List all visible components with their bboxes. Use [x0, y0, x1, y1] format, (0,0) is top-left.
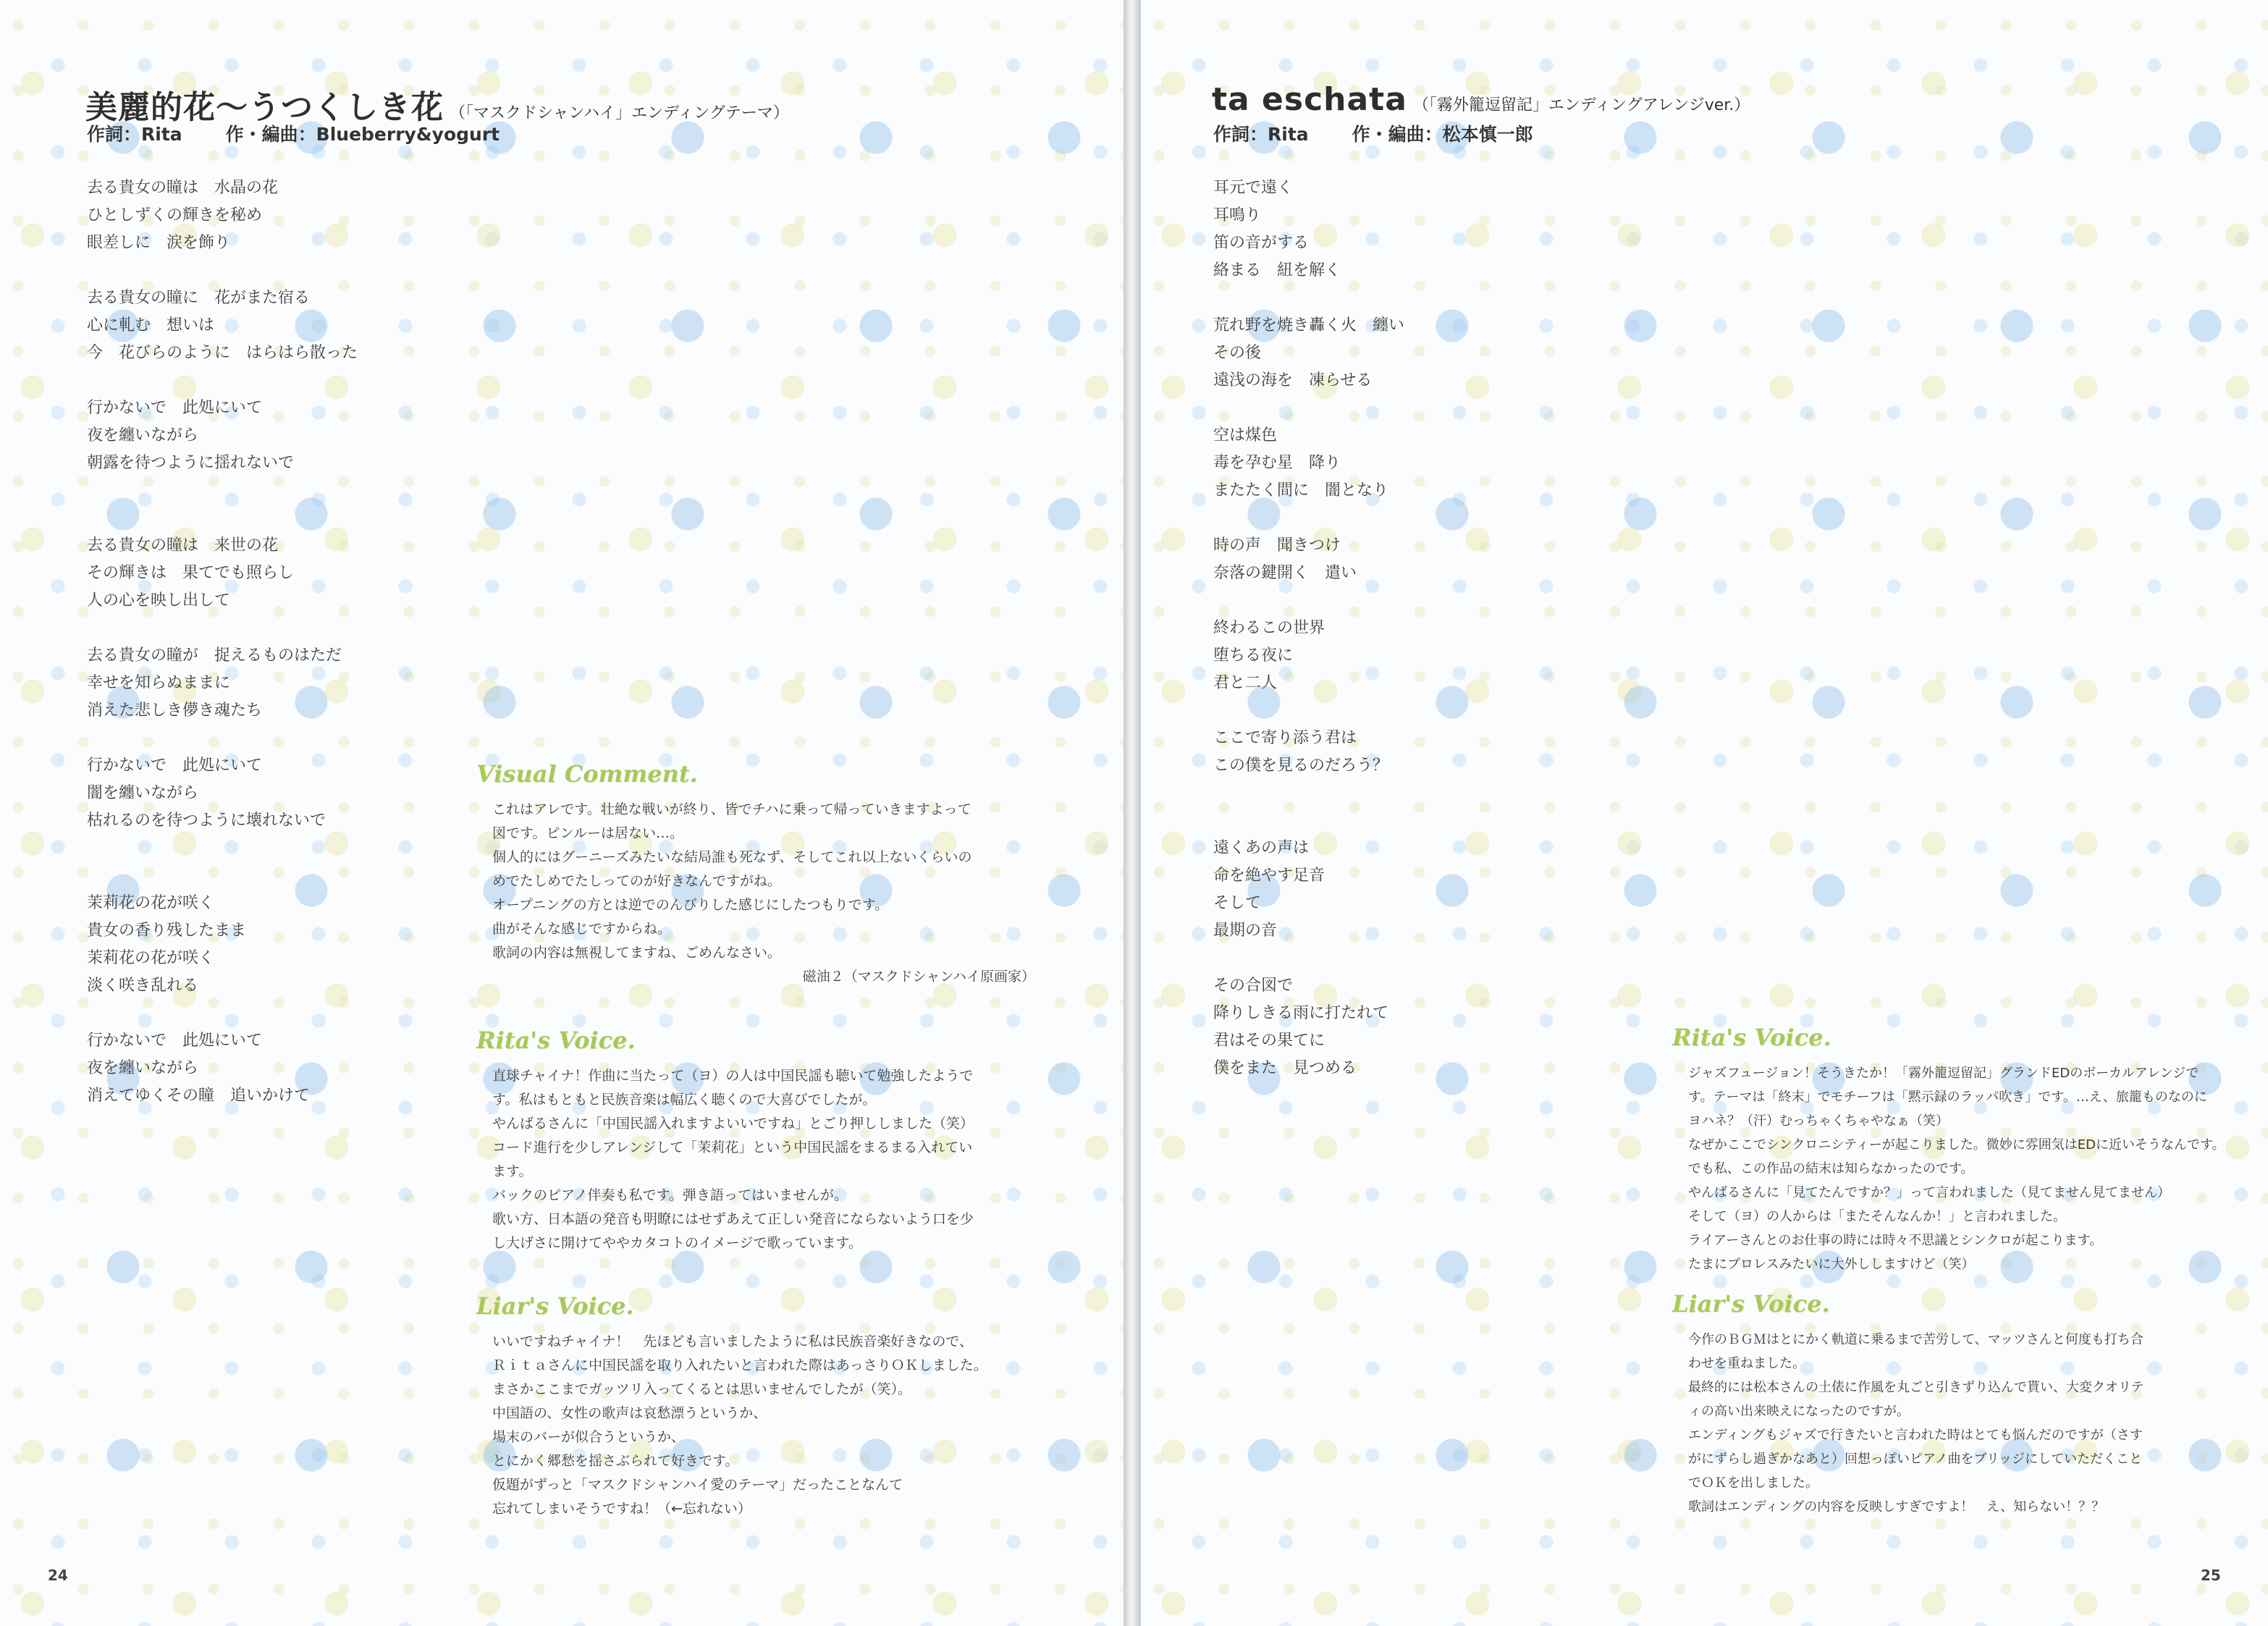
lyric-line: 絡まる 紐を解く	[1213, 261, 1341, 279]
lyric-line: 幸せを知らぬままに	[87, 674, 231, 692]
comment-line: ライアーさんとのお仕事の時には時々不思議とシンクロが起こります。	[1688, 1233, 2103, 1248]
lyric-line: 命を絶やす足音	[1213, 867, 1325, 885]
lyrics-stanza	[87, 174, 358, 257]
lyric-line: 消えた悲しき儚き魂たち	[87, 702, 263, 720]
lyrics-stanza	[1213, 725, 1404, 780]
lyric-line: 君と二人	[1213, 674, 1278, 692]
lyric-line: 去る貴女の瞳が 捉えるものはただ	[87, 646, 342, 665]
composer-credit: 作・編曲：Blueberry&yogurt	[225, 124, 500, 145]
lyric-line: 心に軋む 想いは	[87, 316, 215, 334]
song-credits	[87, 120, 499, 146]
comment-line: まさかここまでガッツリ入ってくるとは思いませんでしたが（笑）。	[492, 1381, 912, 1397]
comment-line: いいですねチャイナ！ 先ほども言いましたように私は民族音楽好きなので、	[492, 1334, 974, 1349]
lyric-line: 消えてゆくその瞳 追いかけて	[87, 1087, 311, 1105]
lyric-line: ここで寄り添う君は	[1213, 729, 1357, 747]
comment-line: 今作のＢＧＭはとにかく軌道に乗るまで苦労して、マッツさんと何度も打ち合	[1688, 1332, 2143, 1347]
lyric-line: 奈落の鍵開く 遣い	[1213, 564, 1357, 582]
comment-line: ヨハネ？（汗）むっちゃくちゃやなぁ（笑）	[1688, 1113, 1949, 1129]
lyric-line: 君はその果てに	[1213, 1032, 1325, 1050]
comment-line: これはアレです。壮絶な戦いが終り、皆でチハに乗って帰っていきますよって	[492, 801, 971, 817]
comment-signature: 磁油２（マスクドシャンハイ原画家）	[802, 969, 1035, 985]
lyric-line: 闇を纏いながら	[87, 784, 199, 802]
lyricist-credit: 作詞：Rita	[87, 124, 182, 145]
lyric-line: 眼差しに 涙を飾り	[87, 234, 231, 252]
lyric-line: 遠くあの声は	[1213, 839, 1310, 857]
comment-line: 歌詞はエンディングの内容を反映しすぎですよ！ え、知らない！？？	[1688, 1499, 2105, 1515]
comment-line: Ｒｉｔａさんに中国民謡を取り入れたいと言われた際はあっさりＯＫしました。	[492, 1357, 987, 1373]
comment-line: 歌い方、日本語の発音も明瞭にはせずあえて正しい発音にならないよう口を少	[492, 1211, 974, 1227]
comment-line: す。テーマは「終末」でモチーフは「黙示録のラッパ吹き」です。…え、旅籠ものなのに	[1688, 1090, 2207, 1105]
visual-comment-section	[476, 760, 1041, 989]
comment-line: コード進行を少しアレンジして「茉莉花」という中国民謡をまるまる入れてい	[492, 1140, 973, 1155]
lyric-line: その後	[1213, 344, 1262, 362]
lyric-line: 淡く咲き乱れる	[87, 977, 199, 995]
song-title: 美麗的花～うつくしき花 （「マスクドシャンハイ」エンディングテーマ）	[85, 89, 789, 126]
comment-line: めでたしめでたしってのが好きなんですがね。	[492, 873, 782, 889]
comment-line: 歌詞の内容は無視してますね、ごめんなさい。	[492, 945, 782, 961]
lyric-line: そして	[1213, 894, 1262, 912]
section-body	[1672, 1061, 2251, 1276]
lyrics-block	[1213, 174, 1404, 1110]
lyric-line: この僕を見るのだろう？	[1213, 757, 1389, 775]
song-title-note: （「霧外籠逗留記」エンディングアレンジver.）	[1412, 96, 1750, 114]
comment-line: とにかく郷愁を揺さぶられて好きです。	[492, 1453, 739, 1469]
lyric-line: 空は煤色	[1213, 426, 1278, 445]
comment-line: エンディングもジャズで行きたいと言われた時はとても悩んだのですが（さす	[1688, 1428, 2143, 1443]
lyric-line: 遠浅の海を 凍らせる	[1213, 371, 1373, 389]
comment-line: わせを重ねました。	[1688, 1356, 1805, 1371]
lyric-line: 行かないで 此処にいて	[87, 399, 263, 417]
lyric-line: 行かないで 此処にいて	[87, 1032, 263, 1050]
section-heading: Liar's Voice.	[476, 1292, 634, 1320]
lyric-line: 降りしきる雨に打たれて	[1213, 1004, 1389, 1022]
section-body	[1672, 1328, 2251, 1519]
page-number: 24	[48, 1567, 68, 1584]
lyricist-credit: 作詞：Rita	[1213, 124, 1309, 145]
comment-line: たまにプロレスみたいに大外ししますけど（笑）	[1688, 1257, 1975, 1272]
lyric-line: 僕をまた 見つめる	[1213, 1059, 1357, 1077]
lyric-line: 毒を孕む星 降り	[1213, 454, 1341, 472]
lyric-line: 朝露を待つように揺れないで	[87, 454, 295, 472]
lyrics-stanza	[1213, 615, 1404, 697]
lyrics-stanza	[1213, 532, 1404, 587]
lyric-line: 去る貴女の瞳に 花がまた宿る	[87, 289, 311, 307]
comment-line: 図です。ピンルーは居ない…。	[492, 825, 684, 841]
lyrics-stanza	[87, 642, 358, 725]
lyrics-block	[87, 174, 358, 1137]
lyric-line: 去る貴女の瞳は 来世の花	[87, 536, 279, 555]
comment-line: 直球チャイナ！作曲に当たって（ヨ）の人は中国民謡も聴いて勉強したようで	[492, 1068, 974, 1084]
comment-line: ます。	[492, 1163, 533, 1179]
lyrics-stanza	[1213, 422, 1404, 505]
lyric-line: その輝きは 果てでも照らし	[87, 564, 295, 582]
comment-line: なぜかここでシンクロニシティーが起こりました。微妙に雰囲気はEDに近いそうなんです。	[1688, 1137, 2225, 1153]
lyric-line: 茉莉花の花が咲く	[87, 949, 215, 967]
comment-line: し大げさに開けてややカタコトのイメージで歌っています。	[492, 1235, 862, 1251]
lyric-line: 時の声 聞きつけ	[1213, 536, 1341, 555]
lyric-line: その合図で	[1213, 977, 1294, 995]
lyric-line: 荒れ野を焼き轟く火 纏い	[1213, 316, 1405, 334]
comment-line: オープニングの方とは逆でのんびりした感じにしたつもりです。	[492, 897, 889, 913]
comment-line: がにずらし過ぎかなあと）回想っぽいピアノ曲をブリッジにしていただくこと	[1688, 1452, 2143, 1467]
composer-credit: 作・編曲：松本慎一郎	[1352, 124, 1533, 145]
rita-voice-section	[1672, 1024, 2251, 1276]
section-heading: Rita's Voice.	[1672, 1024, 1831, 1051]
section-body	[476, 798, 1041, 989]
section-heading: Liar's Voice.	[1672, 1290, 1830, 1318]
lyric-line: 貴女の香り残したまま	[87, 922, 247, 940]
liar-voice-section	[1672, 1290, 2251, 1519]
lyric-line: 堕ちる夜に	[1213, 646, 1294, 665]
lyric-line: 行かないで 此処にいて	[87, 757, 263, 775]
comment-line: やんばるさんに「中国民謡入れますよいいですね」とごり押ししました（笑）	[492, 1116, 974, 1132]
lyric-line: 笛の音がする	[1213, 234, 1310, 252]
lyric-line: 耳元で遠く	[1213, 179, 1294, 197]
lyrics-stanza	[1213, 174, 1404, 285]
song-title-note: （「マスクドシャンハイ」エンディングテーマ）	[450, 104, 789, 122]
lyric-line: 今 花びらのように はらはら散った	[87, 344, 358, 362]
comment-line: 場末のバーが似合うというか、	[492, 1429, 686, 1445]
lyrics-stanza	[1213, 972, 1404, 1082]
comment-line: そして（ヨ）の人からは「またそんなんか！」と言われました。	[1688, 1209, 2066, 1224]
lyric-line: 茉莉花の花が咲く	[87, 894, 215, 912]
comment-line: 仮題がずっと「マスクドシャンハイ愛のテーマ」だったことなんて	[492, 1477, 903, 1493]
rita-voice-section	[476, 1027, 1041, 1255]
lyrics-stanza	[87, 1027, 358, 1110]
lyrics-stanza	[1213, 835, 1404, 945]
lyrics-stanza	[1213, 312, 1404, 395]
lyric-line: 人の心を映し出して	[87, 591, 231, 610]
book-gutter	[1124, 0, 1141, 1626]
lyrics-stanza	[87, 285, 358, 367]
lyric-line: 終わるこの世界	[1213, 619, 1325, 637]
comment-line: ィの高い出来映えになったのですが。	[1688, 1404, 1910, 1419]
lyric-line: 夜を纏いながら	[87, 426, 199, 445]
lyrics-stanza	[87, 395, 358, 477]
lyrics-stanza	[87, 752, 358, 835]
lyric-line: 去る貴女の瞳は 水晶の花	[87, 179, 279, 197]
left-page	[0, 0, 1124, 1626]
comment-line: 個人的にはグーニーズみたいな結局誰も死なず、そしてこれ以上ないくらいの	[492, 849, 972, 865]
lyric-line: またたく間に 闇となり	[1213, 481, 1389, 500]
comment-line: 忘れてしまいそうですね！（←忘れない）	[492, 1501, 751, 1517]
section-heading: Visual Comment.	[476, 760, 698, 788]
page-number: 25	[2201, 1567, 2221, 1584]
comment-line: でＯＫを出しました。	[1688, 1475, 1818, 1491]
section-body	[476, 1330, 1041, 1521]
song-title: ta eschata （「霧外籠逗留記」エンディングアレンジver.）	[1212, 81, 1750, 118]
comment-line: 曲がそんな感じですからね。	[492, 921, 672, 937]
comment-line: 中国語の、女性の歌声は哀愁漂うというか、	[492, 1405, 767, 1421]
comment-line: す。私はもともと民族音楽は幅広く聴くので大喜びでしたが。	[492, 1092, 877, 1108]
comment-line: やんばるさんに「見てたんですか？」って言われました（見てません見てません）	[1688, 1185, 2170, 1200]
liar-voice-section	[476, 1292, 1041, 1521]
lyric-line: 枯れるのを待つように壊れないで	[87, 812, 326, 830]
lyric-line: 最期の音	[1213, 922, 1278, 940]
right-page	[1141, 0, 2268, 1626]
comment-line: バックのピアノ伴奏も私です。弾き語ってはいませんが。	[492, 1187, 848, 1203]
comment-line: 最終的には松本さんの土俵に作風を丸ごと引きずり込んで貰い、大変クオリテ	[1688, 1380, 2144, 1395]
comment-line: ジャズフュージョン！そうきたか！「霧外籠逗留記」グランドEDのボーカルアレンジで	[1688, 1066, 2199, 1081]
lyrics-stanza	[87, 532, 358, 615]
song-credits	[1213, 120, 1533, 146]
section-heading: Rita's Voice.	[476, 1027, 636, 1054]
lyric-line: 夜を纏いながら	[87, 1059, 199, 1077]
lyric-line: 耳鳴り	[1213, 206, 1262, 224]
lyric-line: ひとしずくの輝きを秘め	[87, 206, 263, 224]
lyrics-stanza	[87, 890, 358, 1000]
section-body	[476, 1064, 1041, 1255]
comment-line: でも私、この作品の結末は知らなかったのです。	[1688, 1161, 1974, 1176]
